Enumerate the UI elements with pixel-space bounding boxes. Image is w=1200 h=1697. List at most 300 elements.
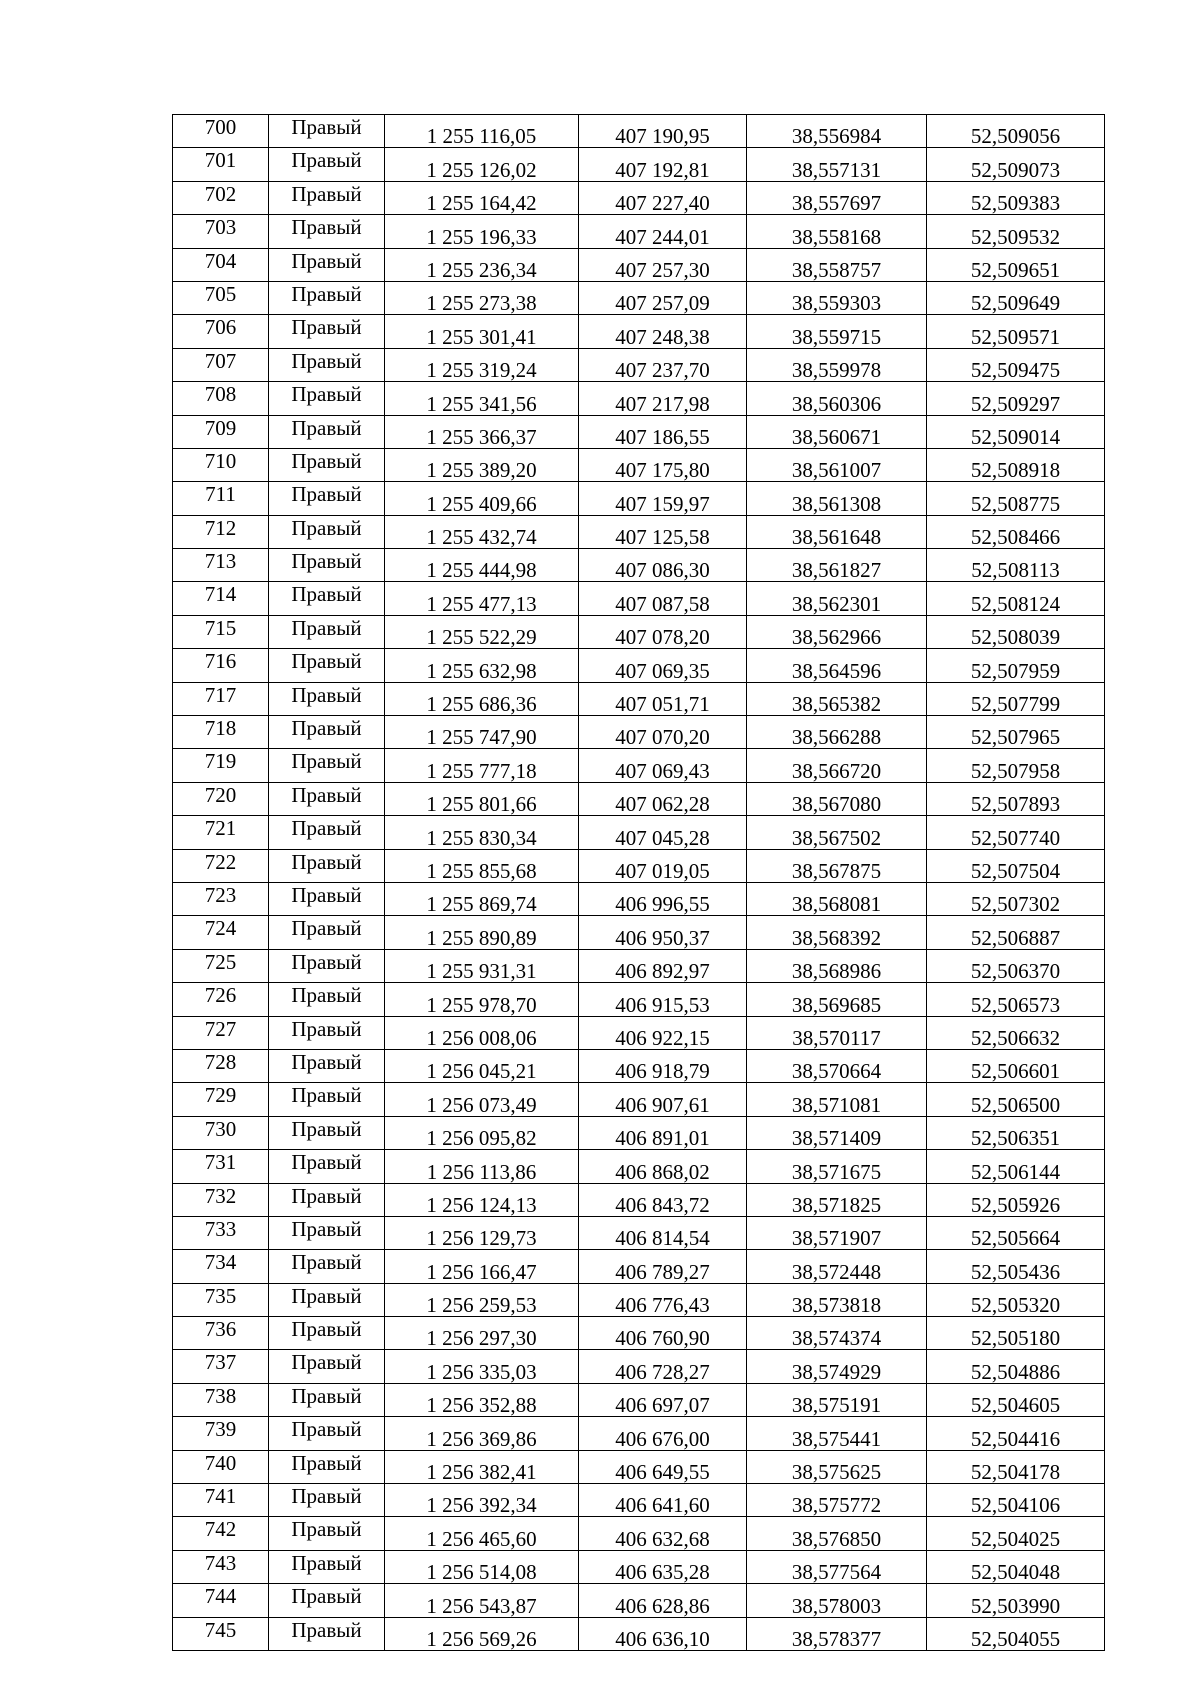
longitude-cell: 38,559978 — [747, 348, 927, 381]
bank-side-cell: Правый — [269, 749, 385, 782]
point-number-cell: 721 — [173, 816, 269, 849]
bank-side-cell: Правый — [269, 816, 385, 849]
table-row — [173, 1083, 1105, 1116]
point-number-cell: 738 — [173, 1383, 269, 1416]
coord-x-cell: 1 256 352,88 — [385, 1383, 579, 1416]
latitude-cell: 52,504605 — [927, 1383, 1105, 1416]
latitude-cell: 52,509649 — [927, 281, 1105, 314]
coord-y-cell: 406 922,15 — [579, 1016, 747, 1049]
point-number-cell: 736 — [173, 1317, 269, 1350]
point-number-cell: 743 — [173, 1550, 269, 1583]
point-number-cell: 714 — [173, 582, 269, 615]
coord-x-cell: 1 256 129,73 — [385, 1216, 579, 1249]
point-number-cell: 745 — [173, 1617, 269, 1650]
coord-x-cell: 1 255 236,34 — [385, 248, 579, 281]
point-number-cell: 705 — [173, 281, 269, 314]
table-row — [173, 1417, 1105, 1450]
table-row — [173, 515, 1105, 548]
point-number-cell: 734 — [173, 1250, 269, 1283]
coordinates-table — [172, 114, 1105, 1651]
bank-side-cell: Правый — [269, 281, 385, 314]
bank-side-cell: Правый — [269, 1250, 385, 1283]
coord-y-cell: 407 257,30 — [579, 248, 747, 281]
coord-y-cell: 407 087,58 — [579, 582, 747, 615]
latitude-cell: 52,504416 — [927, 1417, 1105, 1450]
longitude-cell: 38,569685 — [747, 983, 927, 1016]
point-number-cell: 732 — [173, 1183, 269, 1216]
longitude-cell: 38,562301 — [747, 582, 927, 615]
coord-x-cell: 1 255 747,90 — [385, 716, 579, 749]
coord-x-cell: 1 255 686,36 — [385, 682, 579, 715]
latitude-cell: 52,509297 — [927, 382, 1105, 415]
coord-x-cell: 1 255 116,05 — [385, 115, 579, 148]
table-row — [173, 983, 1105, 1016]
coord-x-cell: 1 255 444,98 — [385, 549, 579, 582]
longitude-cell: 38,568392 — [747, 916, 927, 949]
coord-y-cell: 407 070,20 — [579, 716, 747, 749]
point-number-cell: 700 — [173, 115, 269, 148]
coord-y-cell: 407 257,09 — [579, 281, 747, 314]
coord-x-cell: 1 256 045,21 — [385, 1049, 579, 1082]
coord-x-cell: 1 255 890,89 — [385, 916, 579, 949]
longitude-cell: 38,556984 — [747, 115, 927, 148]
coord-x-cell: 1 255 164,42 — [385, 181, 579, 214]
latitude-cell: 52,508124 — [927, 582, 1105, 615]
bank-side-cell: Правый — [269, 1049, 385, 1082]
coord-y-cell: 406 843,72 — [579, 1183, 747, 1216]
longitude-cell: 38,570117 — [747, 1016, 927, 1049]
bank-side-cell: Правый — [269, 415, 385, 448]
coord-x-cell: 1 255 196,33 — [385, 215, 579, 248]
bank-side-cell: Правый — [269, 1383, 385, 1416]
latitude-cell: 52,509383 — [927, 181, 1105, 214]
latitude-cell: 52,504886 — [927, 1350, 1105, 1383]
bank-side-cell: Правый — [269, 882, 385, 915]
coord-y-cell: 406 635,28 — [579, 1550, 747, 1583]
bank-side-cell: Правый — [269, 682, 385, 715]
latitude-cell: 52,509532 — [927, 215, 1105, 248]
point-number-cell: 728 — [173, 1049, 269, 1082]
coord-x-cell: 1 255 366,37 — [385, 415, 579, 448]
table-row — [173, 1383, 1105, 1416]
coord-x-cell: 1 255 389,20 — [385, 448, 579, 481]
latitude-cell: 52,509073 — [927, 148, 1105, 181]
coord-y-cell: 407 125,58 — [579, 515, 747, 548]
longitude-cell: 38,572448 — [747, 1250, 927, 1283]
point-number-cell: 727 — [173, 1016, 269, 1049]
point-number-cell: 739 — [173, 1417, 269, 1450]
coord-y-cell: 406 636,10 — [579, 1617, 747, 1650]
bank-side-cell: Правый — [269, 1584, 385, 1617]
bank-side-cell: Правый — [269, 348, 385, 381]
table-row — [173, 315, 1105, 348]
longitude-cell: 38,575772 — [747, 1484, 927, 1517]
bank-side-cell: Правый — [269, 315, 385, 348]
bank-side-cell: Правый — [269, 1216, 385, 1249]
point-number-cell: 729 — [173, 1083, 269, 1116]
point-number-cell: 737 — [173, 1350, 269, 1383]
bank-side-cell: Правый — [269, 1183, 385, 1216]
coord-y-cell: 406 868,02 — [579, 1150, 747, 1183]
bank-side-cell: Правый — [269, 582, 385, 615]
coord-x-cell: 1 255 522,29 — [385, 615, 579, 648]
bank-side-cell: Правый — [269, 115, 385, 148]
latitude-cell: 52,507740 — [927, 816, 1105, 849]
table-row — [173, 1049, 1105, 1082]
point-number-cell: 733 — [173, 1216, 269, 1249]
longitude-cell: 38,571825 — [747, 1183, 927, 1216]
table-row — [173, 716, 1105, 749]
point-number-cell: 731 — [173, 1150, 269, 1183]
point-number-cell: 717 — [173, 682, 269, 715]
latitude-cell: 52,509571 — [927, 315, 1105, 348]
coord-y-cell: 406 789,27 — [579, 1250, 747, 1283]
bank-side-cell: Правый — [269, 448, 385, 481]
coord-x-cell: 1 255 855,68 — [385, 849, 579, 882]
latitude-cell: 52,508039 — [927, 615, 1105, 648]
coord-x-cell: 1 255 931,31 — [385, 949, 579, 982]
table-row — [173, 1517, 1105, 1550]
coord-x-cell: 1 256 514,08 — [385, 1550, 579, 1583]
bank-side-cell: Правый — [269, 716, 385, 749]
latitude-cell: 52,505664 — [927, 1216, 1105, 1249]
bank-side-cell: Правый — [269, 1617, 385, 1650]
longitude-cell: 38,575441 — [747, 1417, 927, 1450]
longitude-cell: 38,564596 — [747, 649, 927, 682]
longitude-cell: 38,568986 — [747, 949, 927, 982]
point-number-cell: 718 — [173, 716, 269, 749]
longitude-cell: 38,567502 — [747, 816, 927, 849]
coord-x-cell: 1 256 369,86 — [385, 1417, 579, 1450]
coord-y-cell: 407 217,98 — [579, 382, 747, 415]
longitude-cell: 38,571081 — [747, 1083, 927, 1116]
longitude-cell: 38,574929 — [747, 1350, 927, 1383]
point-number-cell: 710 — [173, 448, 269, 481]
longitude-cell: 38,577564 — [747, 1550, 927, 1583]
latitude-cell: 52,506144 — [927, 1150, 1105, 1183]
latitude-cell: 52,507959 — [927, 649, 1105, 682]
coord-y-cell: 406 649,55 — [579, 1450, 747, 1483]
latitude-cell: 52,504106 — [927, 1484, 1105, 1517]
coord-x-cell: 1 255 632,98 — [385, 649, 579, 682]
bank-side-cell: Правый — [269, 782, 385, 815]
latitude-cell: 52,507504 — [927, 849, 1105, 882]
point-number-cell: 722 — [173, 849, 269, 882]
coordinates-table-body — [173, 115, 1105, 1651]
coord-x-cell: 1 256 124,13 — [385, 1183, 579, 1216]
latitude-cell: 52,509651 — [927, 248, 1105, 281]
latitude-cell: 52,505436 — [927, 1250, 1105, 1283]
coord-y-cell: 407 244,01 — [579, 215, 747, 248]
latitude-cell: 52,504055 — [927, 1617, 1105, 1650]
table-row — [173, 448, 1105, 481]
table-row — [173, 1183, 1105, 1216]
table-row — [173, 215, 1105, 248]
longitude-cell: 38,566288 — [747, 716, 927, 749]
table-row — [173, 916, 1105, 949]
latitude-cell: 52,508775 — [927, 482, 1105, 515]
coord-x-cell: 1 256 543,87 — [385, 1584, 579, 1617]
coord-y-cell: 407 019,05 — [579, 849, 747, 882]
table-row — [173, 582, 1105, 615]
bank-side-cell: Правый — [269, 1083, 385, 1116]
longitude-cell: 38,562966 — [747, 615, 927, 648]
coord-y-cell: 406 676,00 — [579, 1417, 747, 1450]
table-row — [173, 1150, 1105, 1183]
longitude-cell: 38,571409 — [747, 1116, 927, 1149]
latitude-cell: 52,507302 — [927, 882, 1105, 915]
coord-y-cell: 407 062,28 — [579, 782, 747, 815]
coord-x-cell: 1 256 166,47 — [385, 1250, 579, 1283]
table-row — [173, 1250, 1105, 1283]
coord-x-cell: 1 256 095,82 — [385, 1116, 579, 1149]
table-row — [173, 1450, 1105, 1483]
coord-y-cell: 407 237,70 — [579, 348, 747, 381]
coord-y-cell: 407 086,30 — [579, 549, 747, 582]
latitude-cell: 52,503990 — [927, 1584, 1105, 1617]
coord-y-cell: 406 632,68 — [579, 1517, 747, 1550]
latitude-cell: 52,506887 — [927, 916, 1105, 949]
point-number-cell: 709 — [173, 415, 269, 448]
longitude-cell: 38,566720 — [747, 749, 927, 782]
bank-side-cell: Правый — [269, 1016, 385, 1049]
longitude-cell: 38,558168 — [747, 215, 927, 248]
latitude-cell: 52,504025 — [927, 1517, 1105, 1550]
longitude-cell: 38,560306 — [747, 382, 927, 415]
latitude-cell: 52,506500 — [927, 1083, 1105, 1116]
longitude-cell: 38,559303 — [747, 281, 927, 314]
point-number-cell: 730 — [173, 1116, 269, 1149]
latitude-cell: 52,505320 — [927, 1283, 1105, 1316]
table-row — [173, 1317, 1105, 1350]
longitude-cell: 38,560671 — [747, 415, 927, 448]
latitude-cell: 52,506573 — [927, 983, 1105, 1016]
coord-x-cell: 1 255 341,56 — [385, 382, 579, 415]
coord-y-cell: 406 915,53 — [579, 983, 747, 1016]
coord-y-cell: 406 697,07 — [579, 1383, 747, 1416]
longitude-cell: 38,561308 — [747, 482, 927, 515]
latitude-cell: 52,507965 — [927, 716, 1105, 749]
point-number-cell: 715 — [173, 615, 269, 648]
latitude-cell: 52,509014 — [927, 415, 1105, 448]
bank-side-cell: Правый — [269, 1550, 385, 1583]
coord-x-cell: 1 255 126,02 — [385, 148, 579, 181]
longitude-cell: 38,557131 — [747, 148, 927, 181]
coord-x-cell: 1 256 259,53 — [385, 1283, 579, 1316]
coord-y-cell: 406 728,27 — [579, 1350, 747, 1383]
bank-side-cell: Правый — [269, 515, 385, 548]
latitude-cell: 52,507958 — [927, 749, 1105, 782]
table-row — [173, 1116, 1105, 1149]
table-row — [173, 882, 1105, 915]
bank-side-cell: Правый — [269, 482, 385, 515]
table-row — [173, 148, 1105, 181]
longitude-cell: 38,575191 — [747, 1383, 927, 1416]
coord-y-cell: 407 248,38 — [579, 315, 747, 348]
coord-x-cell: 1 255 301,41 — [385, 315, 579, 348]
coord-x-cell: 1 255 477,13 — [385, 582, 579, 615]
bank-side-cell: Правый — [269, 248, 385, 281]
point-number-cell: 720 — [173, 782, 269, 815]
coord-y-cell: 406 996,55 — [579, 882, 747, 915]
table-row — [173, 1016, 1105, 1049]
longitude-cell: 38,578377 — [747, 1617, 927, 1650]
table-row — [173, 549, 1105, 582]
longitude-cell: 38,561648 — [747, 515, 927, 548]
table-row — [173, 1550, 1105, 1583]
latitude-cell: 52,506351 — [927, 1116, 1105, 1149]
table-row — [173, 1283, 1105, 1316]
table-row — [173, 248, 1105, 281]
point-number-cell: 725 — [173, 949, 269, 982]
longitude-cell: 38,561007 — [747, 448, 927, 481]
longitude-cell: 38,570664 — [747, 1049, 927, 1082]
coord-y-cell: 406 641,60 — [579, 1484, 747, 1517]
longitude-cell: 38,576850 — [747, 1517, 927, 1550]
table-row — [173, 949, 1105, 982]
table-row — [173, 816, 1105, 849]
bank-side-cell: Правый — [269, 615, 385, 648]
latitude-cell: 52,504178 — [927, 1450, 1105, 1483]
bank-side-cell: Правый — [269, 1484, 385, 1517]
longitude-cell: 38,558757 — [747, 248, 927, 281]
coord-y-cell: 407 045,28 — [579, 816, 747, 849]
table-row — [173, 415, 1105, 448]
coord-y-cell: 407 192,81 — [579, 148, 747, 181]
longitude-cell: 38,574374 — [747, 1317, 927, 1350]
coord-y-cell: 406 918,79 — [579, 1049, 747, 1082]
latitude-cell: 52,506601 — [927, 1049, 1105, 1082]
table-row — [173, 849, 1105, 882]
bank-side-cell: Правый — [269, 215, 385, 248]
bank-side-cell: Правый — [269, 148, 385, 181]
coord-x-cell: 1 255 978,70 — [385, 983, 579, 1016]
longitude-cell: 38,567080 — [747, 782, 927, 815]
bank-side-cell: Правый — [269, 1450, 385, 1483]
bank-side-cell: Правый — [269, 1350, 385, 1383]
bank-side-cell: Правый — [269, 382, 385, 415]
coord-y-cell: 406 814,54 — [579, 1216, 747, 1249]
coord-y-cell: 407 190,95 — [579, 115, 747, 148]
point-number-cell: 742 — [173, 1517, 269, 1550]
latitude-cell: 52,505926 — [927, 1183, 1105, 1216]
coord-y-cell: 407 159,97 — [579, 482, 747, 515]
coord-x-cell: 1 256 297,30 — [385, 1317, 579, 1350]
coord-x-cell: 1 256 008,06 — [385, 1016, 579, 1049]
table-row — [173, 382, 1105, 415]
bank-side-cell: Правый — [269, 649, 385, 682]
bank-side-cell: Правый — [269, 983, 385, 1016]
coord-y-cell: 406 892,97 — [579, 949, 747, 982]
coord-x-cell: 1 255 869,74 — [385, 882, 579, 915]
coord-y-cell: 406 776,43 — [579, 1283, 747, 1316]
latitude-cell: 52,508918 — [927, 448, 1105, 481]
table-row — [173, 115, 1105, 148]
table-row — [173, 181, 1105, 214]
longitude-cell: 38,559715 — [747, 315, 927, 348]
longitude-cell: 38,565382 — [747, 682, 927, 715]
point-number-cell: 744 — [173, 1584, 269, 1617]
longitude-cell: 38,575625 — [747, 1450, 927, 1483]
point-number-cell: 719 — [173, 749, 269, 782]
point-number-cell: 740 — [173, 1450, 269, 1483]
coord-x-cell: 1 255 432,74 — [385, 515, 579, 548]
longitude-cell: 38,568081 — [747, 882, 927, 915]
longitude-cell: 38,557697 — [747, 181, 927, 214]
point-number-cell: 707 — [173, 348, 269, 381]
coord-y-cell: 407 069,35 — [579, 649, 747, 682]
coord-y-cell: 407 175,80 — [579, 448, 747, 481]
table-row — [173, 348, 1105, 381]
coord-x-cell: 1 256 073,49 — [385, 1083, 579, 1116]
table-row — [173, 482, 1105, 515]
longitude-cell: 38,571907 — [747, 1216, 927, 1249]
point-number-cell: 735 — [173, 1283, 269, 1316]
coord-y-cell: 407 227,40 — [579, 181, 747, 214]
table-row — [173, 1584, 1105, 1617]
table-row — [173, 649, 1105, 682]
coord-x-cell: 1 256 569,26 — [385, 1617, 579, 1650]
bank-side-cell: Правый — [269, 549, 385, 582]
point-number-cell: 703 — [173, 215, 269, 248]
table-row — [173, 1484, 1105, 1517]
coord-y-cell: 407 078,20 — [579, 615, 747, 648]
latitude-cell: 52,505180 — [927, 1317, 1105, 1350]
coord-x-cell: 1 256 382,41 — [385, 1450, 579, 1483]
bank-side-cell: Правый — [269, 1417, 385, 1450]
table-row — [173, 1617, 1105, 1650]
latitude-cell: 52,507799 — [927, 682, 1105, 715]
bank-side-cell: Правый — [269, 1116, 385, 1149]
latitude-cell: 52,509056 — [927, 115, 1105, 148]
bank-side-cell: Правый — [269, 916, 385, 949]
coord-y-cell: 406 760,90 — [579, 1317, 747, 1350]
coord-y-cell: 406 950,37 — [579, 916, 747, 949]
coord-y-cell: 406 891,01 — [579, 1116, 747, 1149]
latitude-cell: 52,509475 — [927, 348, 1105, 381]
latitude-cell: 52,508113 — [927, 549, 1105, 582]
coord-y-cell: 406 907,61 — [579, 1083, 747, 1116]
point-number-cell: 711 — [173, 482, 269, 515]
point-number-cell: 706 — [173, 315, 269, 348]
latitude-cell: 52,506632 — [927, 1016, 1105, 1049]
bank-side-cell: Правый — [269, 849, 385, 882]
bank-side-cell: Правый — [269, 1517, 385, 1550]
longitude-cell: 38,578003 — [747, 1584, 927, 1617]
bank-side-cell: Правый — [269, 1283, 385, 1316]
coord-x-cell: 1 255 830,34 — [385, 816, 579, 849]
table-row — [173, 682, 1105, 715]
point-number-cell: 708 — [173, 382, 269, 415]
table-row — [173, 281, 1105, 314]
latitude-cell: 52,508466 — [927, 515, 1105, 548]
point-number-cell: 716 — [173, 649, 269, 682]
point-number-cell: 723 — [173, 882, 269, 915]
coord-y-cell: 407 051,71 — [579, 682, 747, 715]
point-number-cell: 724 — [173, 916, 269, 949]
bank-side-cell: Правый — [269, 1317, 385, 1350]
point-number-cell: 726 — [173, 983, 269, 1016]
table-row — [173, 1216, 1105, 1249]
table-row — [173, 615, 1105, 648]
longitude-cell: 38,571675 — [747, 1150, 927, 1183]
coord-x-cell: 1 255 777,18 — [385, 749, 579, 782]
point-number-cell: 712 — [173, 515, 269, 548]
coord-x-cell: 1 255 801,66 — [385, 782, 579, 815]
table-row — [173, 749, 1105, 782]
point-number-cell: 713 — [173, 549, 269, 582]
latitude-cell: 52,507893 — [927, 782, 1105, 815]
